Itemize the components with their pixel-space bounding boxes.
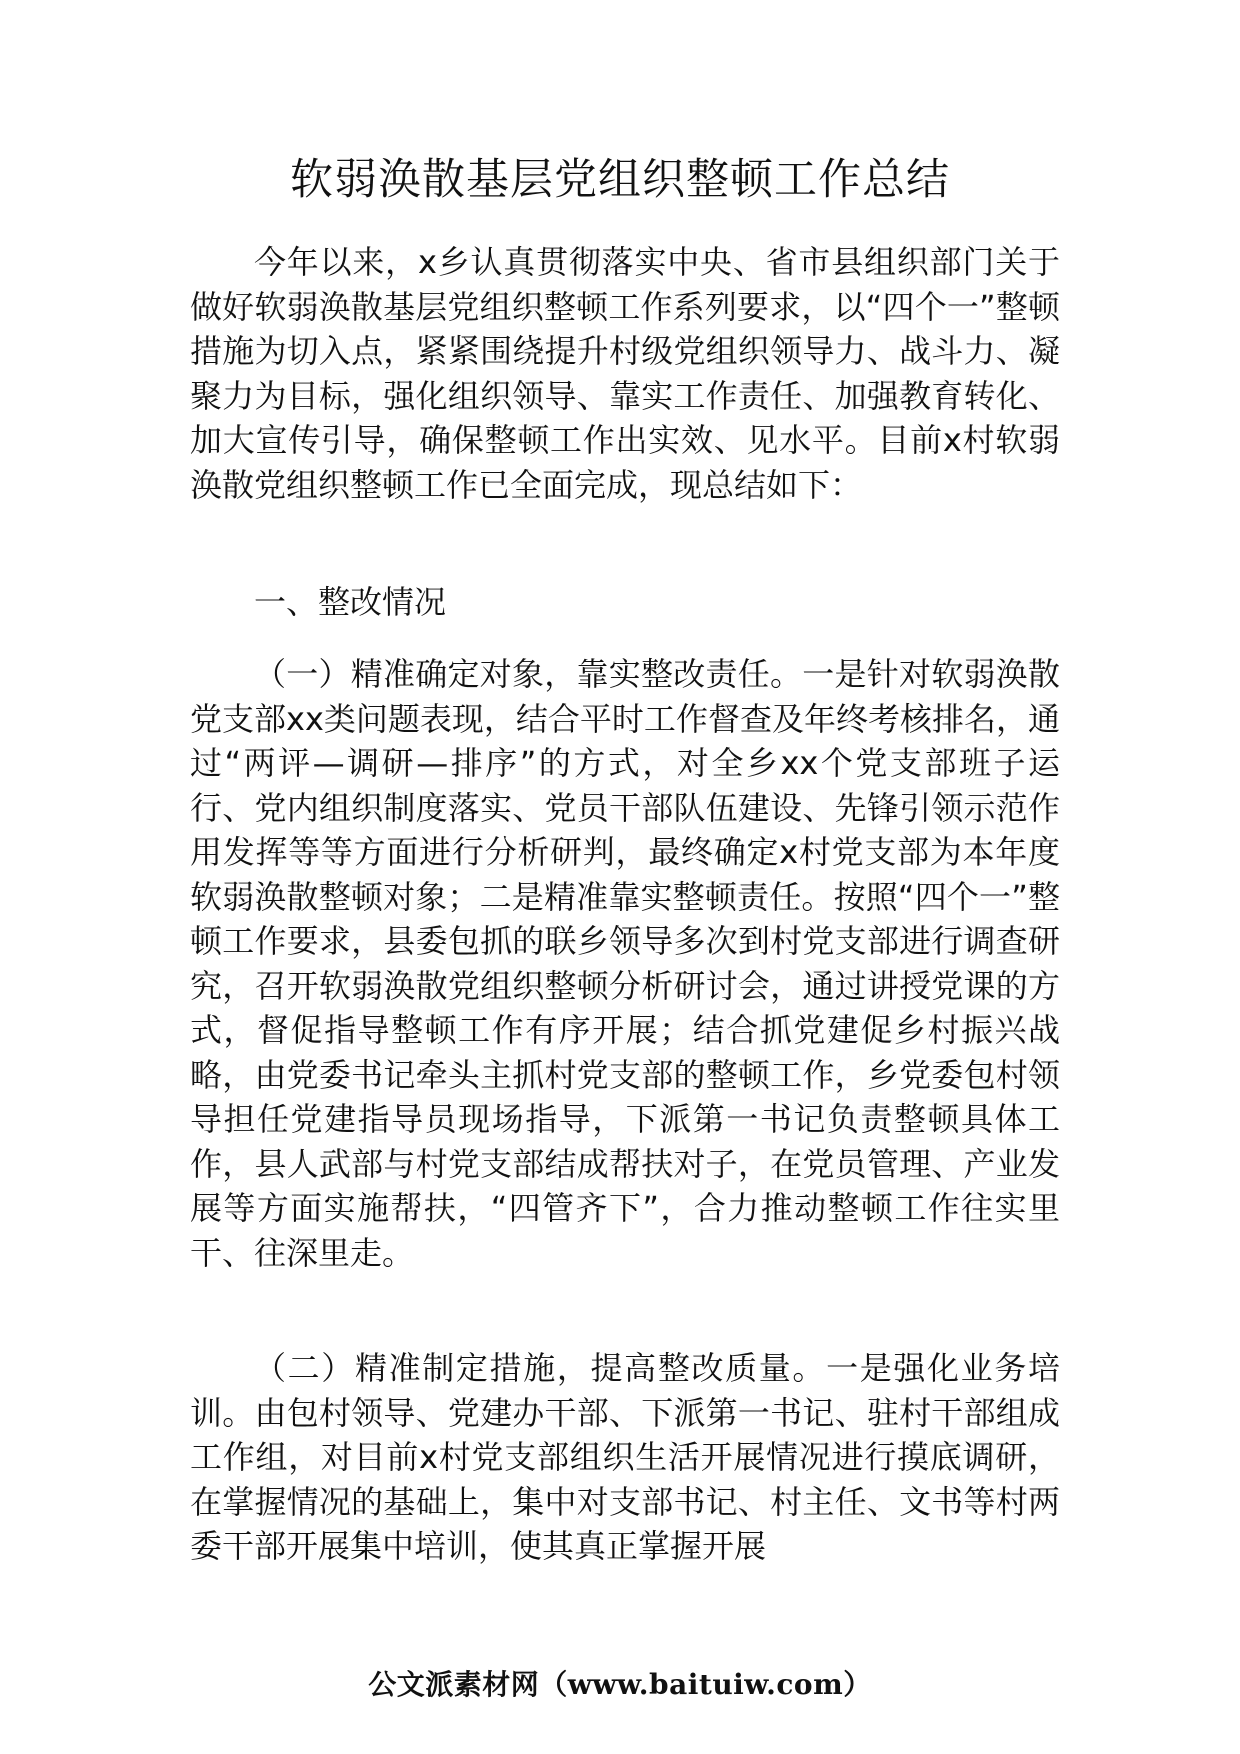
body-paragraph [190,240,1060,507]
section-heading [190,580,1060,625]
intro-paragraph: 今年以来，x乡认真贯彻落实中央、省市县组织部门关于做好软弱涣散基层党组织整顿工作系列要求，以“四个一”整顿措施为切入点，紧紧围绕提升村级党组织领导力、战斗力、凝聚力为目标，强化组织领导、靠实工作责任、加强教育转化、加大宣传引导，确保整顿工作出实效、见水平。目前x村软弱涣散党组织整顿工作已全面完成，现总结如下： [190,243,1060,504]
subsection-2-paragraph: （二）精准制定措施，提高整改质量。一是强化业务培训。由包村领导、党建办干部、下派第一书记、驻村干部组成工作组，对目前x村党支部组织生活开展情况进行摸底调研，在掌握情况的基础上，集中对支部书记、村主任、文书等村两委干部开展集中培训，使其真正掌握开展 [190,1349,1060,1565]
body-paragraph [190,652,1060,1275]
subsection-1-paragraph: （一）精准确定对象，靠实整改责任。一是针对软弱涣散党支部xx类问题表现，结合平时工作督查及年终考核排名，通过“两评—调研—排序”的方式，对全乡xx个党支部班子运行、党内组织制度落实、党员干部队伍建设、先锋引领示范作用发挥等等方面进行分析研判，最终确定x村党支部为本年度软弱涣散整顿对象；二是精准靠实整顿责任。按照“四个一”整顿工作要求，县委包抓的联乡领导多次到村党支部进行调查研究，召开软弱涣散党组织整顿分析研讨会，通过讲授党课的方式，督促指导整顿工作有序开展；结合抓党建促乡村振兴战略，由党委书记牵头主抓村党支部的整顿工作，乡党委包村领导担任党建指导员现场指导，下派第一书记负责整顿具体工作，县人武部与村党支部结成帮扶对子，在党员管理、产业发展等方面实施帮扶，“四管齐下”，合力推动整顿工作往实里干、往深里走。 [190,655,1060,1272]
document-title: 软弱涣散基层党组织整顿工作总结 [290,155,950,205]
section-heading-text: 一、整改情况 [254,583,447,621]
body-paragraph [190,1346,1060,1569]
footer-watermark: 公文派素材网（www.baituiw.com） [368,1668,872,1701]
